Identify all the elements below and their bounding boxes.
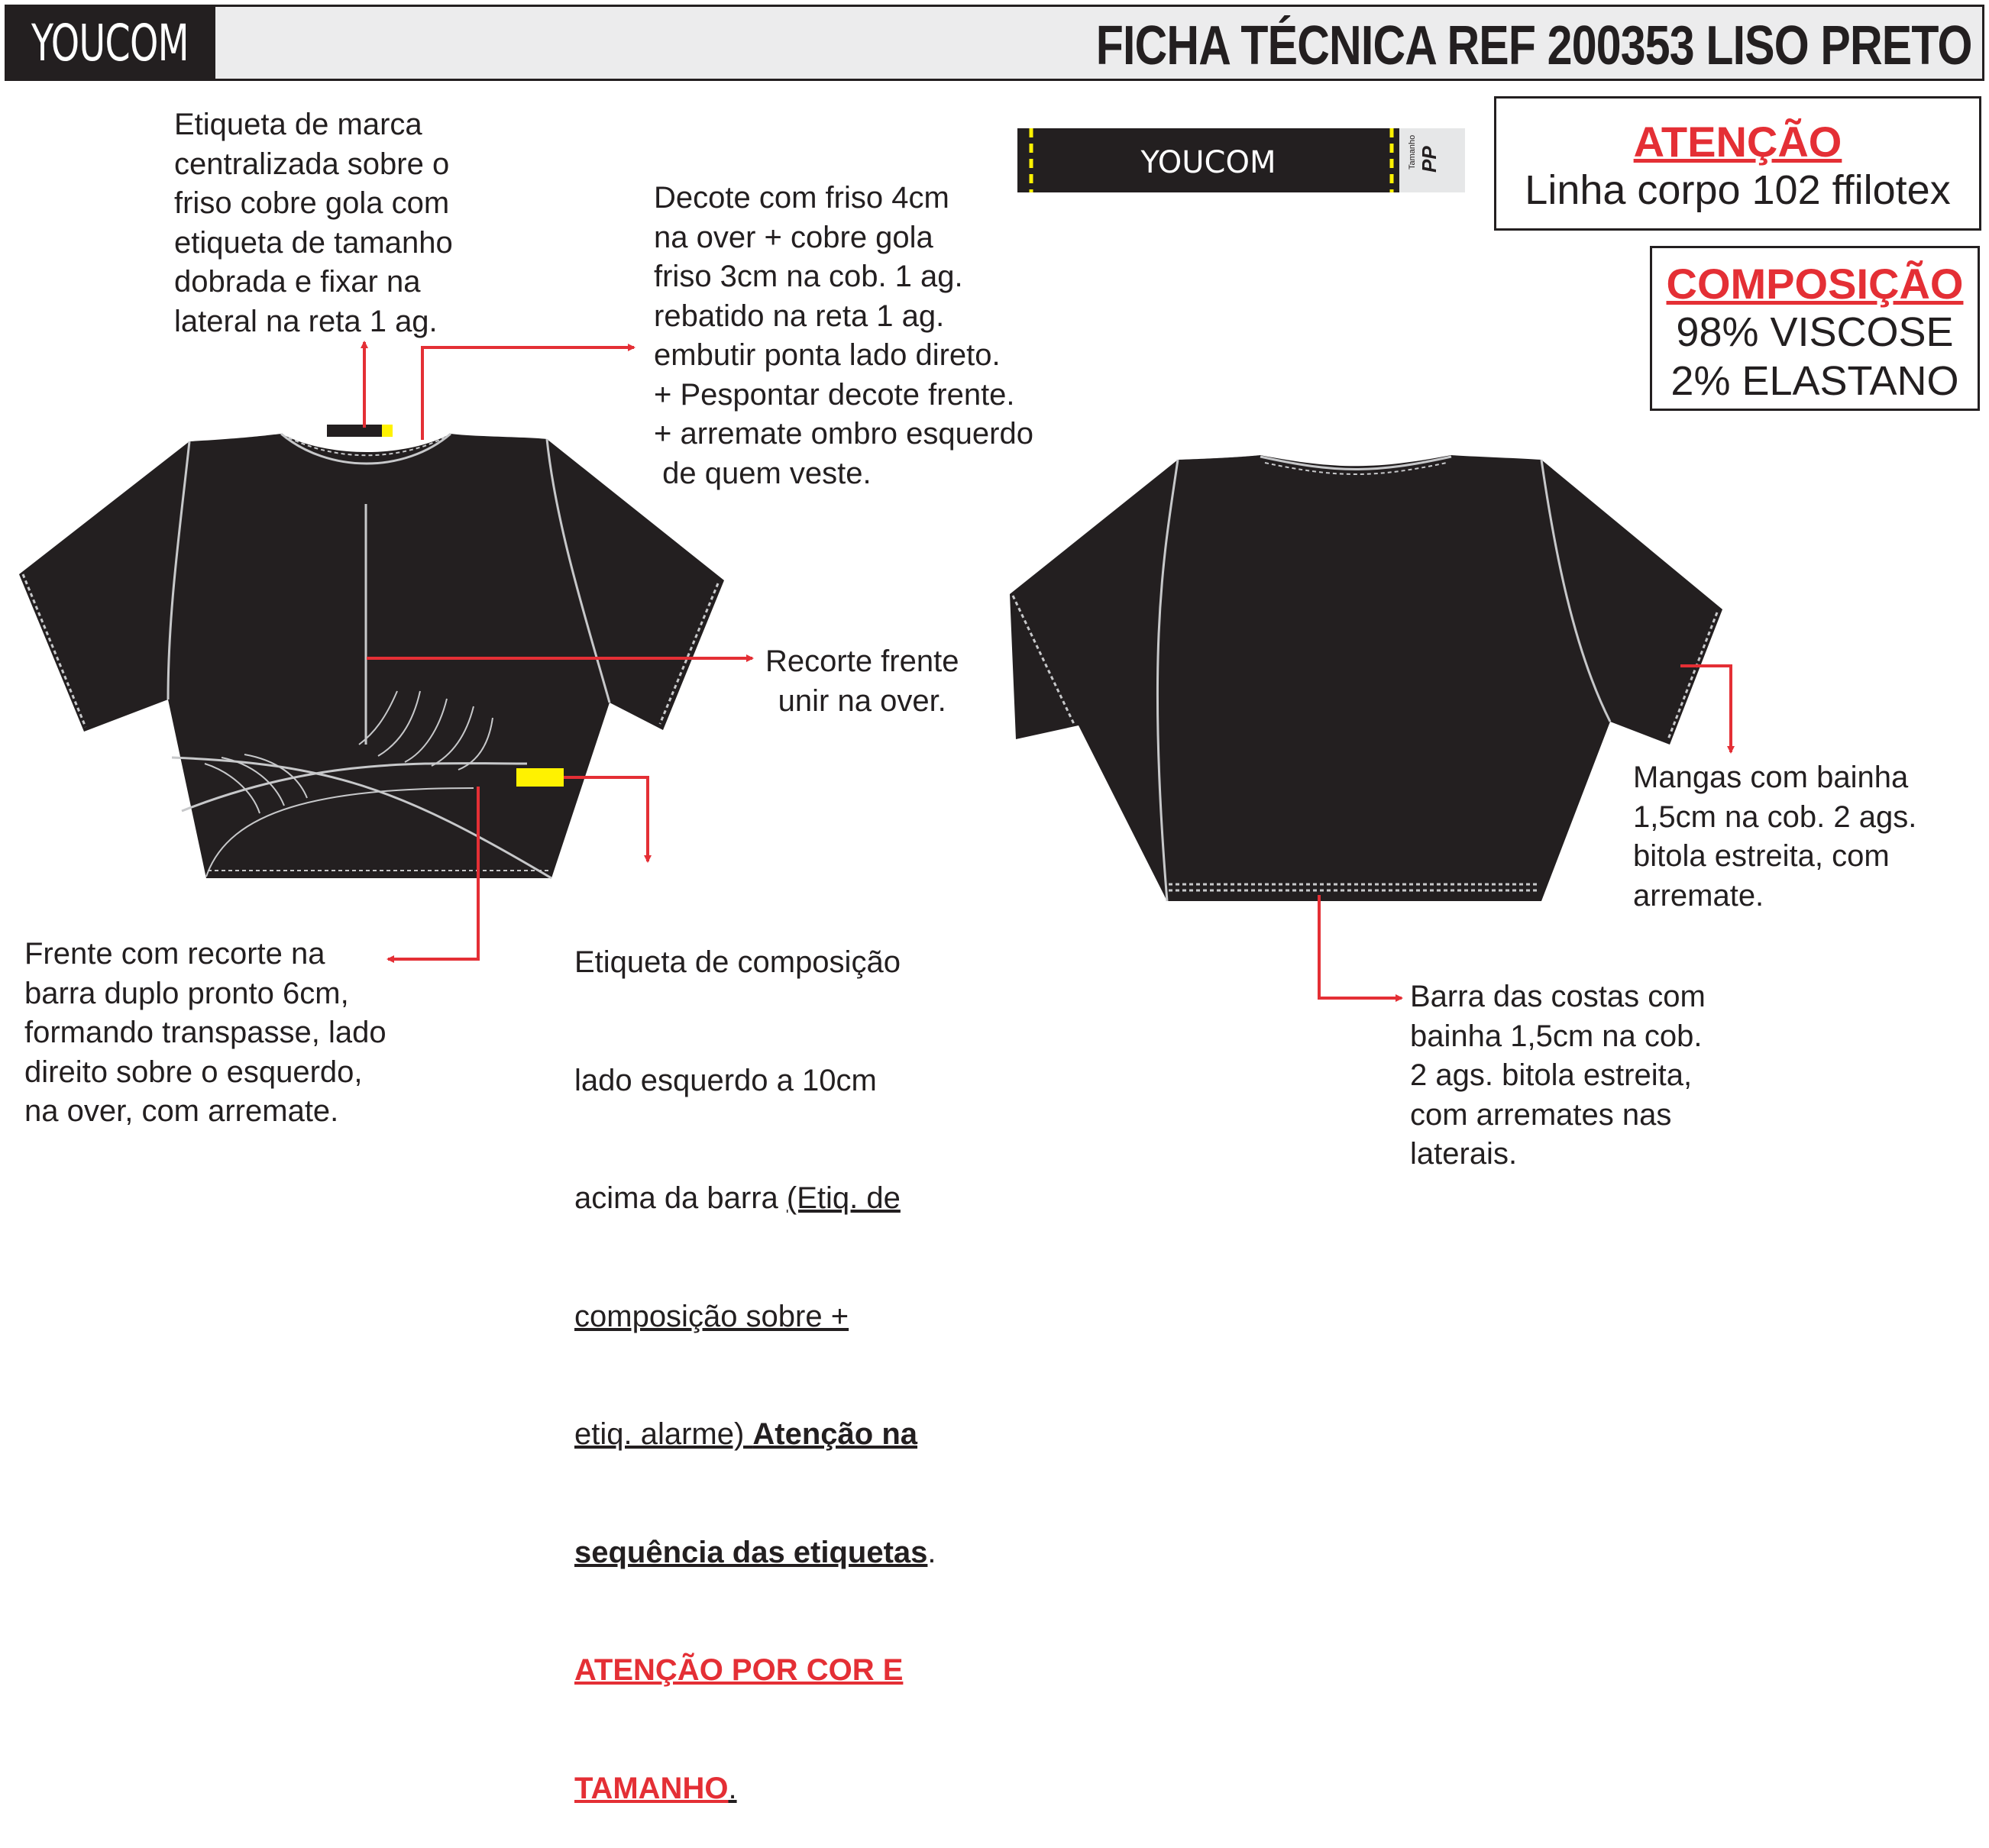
note-line: direito sobre o esquerdo, [24, 1055, 363, 1089]
note-text-underlined: (Etiq. de [786, 1181, 901, 1215]
note-line: bitola estreita, com [1633, 839, 1890, 873]
note-text-underlined: composição sobre + [574, 1299, 849, 1333]
back-body [1010, 455, 1722, 901]
front-body [19, 434, 724, 878]
note-line: Decote com friso 4cm [654, 181, 949, 215]
note-line: Mangas com bainha [1633, 761, 1909, 794]
note-line: unir na over. [778, 683, 946, 718]
note-neckline [654, 179, 1033, 493]
note-line: com arremates nas [1410, 1097, 1672, 1132]
note-line: + arremate ombro esquerdo [654, 417, 1033, 451]
note-brand-label [174, 105, 453, 341]
note-line: na over + cobre gola [654, 220, 933, 254]
attention-heading: ATENÇÃO [1633, 118, 1842, 166]
arrow-back-hem [1319, 895, 1402, 998]
note-line [574, 1533, 936, 1573]
note-line: barra duplo pronto 6cm, [24, 976, 349, 1010]
composition-line-1: 98% VISCOSE [1676, 309, 1954, 355]
note-line: Etiqueta de composição [574, 945, 901, 979]
note-line: embutir ponta lado direto. [654, 338, 1001, 372]
note-line: friso 3cm na cob. 1 ag. [654, 260, 963, 293]
note-composition-label [574, 864, 936, 1848]
front-size-label [382, 425, 393, 437]
note-line: etiqueta de tamanho [174, 225, 453, 260]
arrow-neckline [422, 347, 634, 440]
note-line [574, 1179, 936, 1219]
note-line: bainha 1,5cm na cob. [1410, 1019, 1703, 1053]
note-line: Frente com recorte na [24, 937, 325, 971]
front-garment [19, 425, 724, 878]
composition-heading: COMPOSIÇÃO [1666, 260, 1964, 308]
note-back-hem [1410, 977, 1706, 1174]
note-line: friso cobre gola com [174, 186, 450, 220]
note-line: Barra das costas com [1410, 980, 1706, 1013]
note-line: lateral na reta 1 ag. [174, 304, 438, 338]
note-line [574, 1769, 936, 1809]
note-text: acima da barra [574, 1181, 787, 1215]
note-line: formando transpasse, lado [24, 1016, 386, 1049]
note-line: rebatido na reta 1 ag. [654, 299, 945, 333]
note-line: laterais. [1410, 1137, 1518, 1171]
note-text-bold: sequência das etiquetas [574, 1535, 928, 1569]
label-brand-text: YOUCOM [1140, 145, 1276, 180]
composition-box [1650, 246, 1980, 411]
label-size-text: PP [1418, 146, 1441, 173]
note-line: dobrada e fixar na [174, 265, 421, 299]
note-line: 2 ags. bitola estreita, [1410, 1058, 1693, 1092]
note-sleeves [1633, 758, 1916, 916]
note-front-cut [765, 642, 959, 721]
attention-box [1494, 96, 1981, 231]
note-line: na over, com arremate. [24, 1094, 339, 1128]
note-line: + Pespontar decote frente. [654, 377, 1015, 412]
page-title: FICHA TÉCNICA REF 200353 LISO PRETO [1096, 15, 1972, 76]
back-garment [1010, 455, 1722, 901]
note-text: . [728, 1771, 737, 1805]
front-composition-label [516, 768, 564, 787]
note-line [574, 1415, 936, 1455]
note-line: lado esquerdo a 10cm [574, 1063, 877, 1097]
note-front-hem [24, 935, 386, 1132]
note-text-warning: TAMANHO [574, 1771, 729, 1805]
note-line: de quem veste. [654, 456, 872, 490]
note-line: 1,5cm na cob. 2 ags. [1633, 800, 1917, 834]
brand-logo-text: YOUCOM [31, 13, 189, 73]
note-line: Recorte frente [765, 645, 959, 678]
attention-line: Linha corpo 102 ffilotex [1525, 167, 1951, 213]
label-strip [1017, 128, 1465, 192]
composition-line-2: 2% ELASTANO [1670, 358, 1959, 404]
note-line: centralizada sobre o [174, 147, 450, 181]
note-line [574, 1651, 936, 1691]
note-line [574, 1297, 936, 1337]
note-text: . [927, 1535, 936, 1569]
note-line: Etiqueta de marca [174, 108, 422, 141]
note-text-bold: Atenção na [752, 1417, 918, 1451]
note-text-warning: ATENÇÃO POR COR E [574, 1653, 904, 1687]
note-text-underlined: etiq. alarme) [574, 1417, 753, 1451]
label-size-caption: Tamanho [1408, 134, 1417, 170]
note-line: arremate. [1633, 878, 1764, 913]
